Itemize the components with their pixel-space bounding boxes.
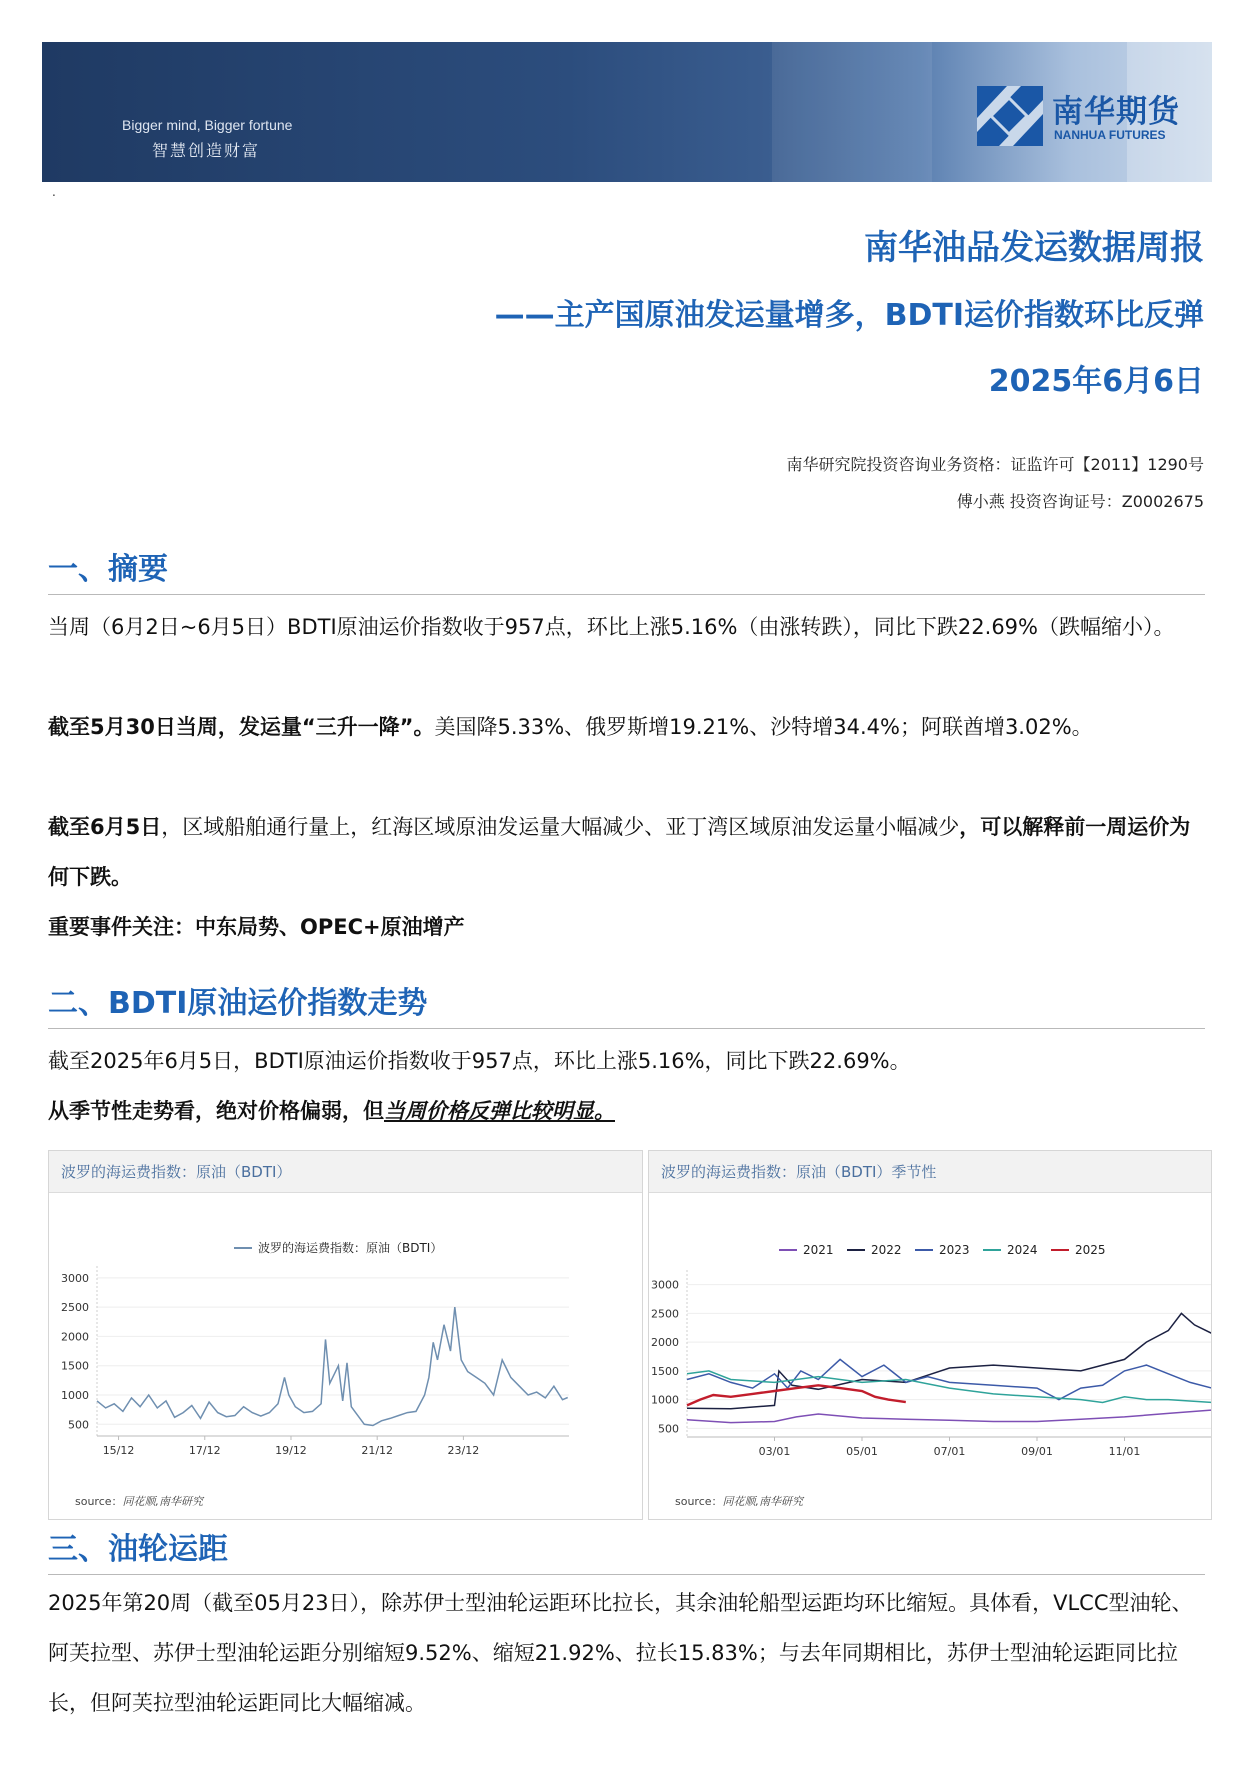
summary-paragraph-4 bbox=[48, 902, 1208, 952]
y-tick-label: 2000 bbox=[651, 1336, 679, 1350]
y-tick-label: 2000 bbox=[61, 1330, 89, 1344]
y-tick-label: 3000 bbox=[61, 1271, 89, 1285]
summary-p3-bold-end: ，可以解释前一周运价为何下跌。 bbox=[48, 815, 1191, 889]
chart-source-label: source： bbox=[75, 1495, 123, 1508]
summary-p2-text: 美国降5.33%、俄罗斯增19.21%、沙特增34.4%；阿联酋增3.02%。 bbox=[434, 715, 1093, 739]
nanhua-logo bbox=[977, 84, 1207, 154]
x-tick-label: 21/12 bbox=[361, 1444, 394, 1457]
summary-paragraph-2 bbox=[48, 702, 1208, 752]
summary-p4-bold: 重要事件关注：中东局势、OPEC+原油增产 bbox=[48, 915, 465, 939]
legend-label: 2023 bbox=[939, 1243, 970, 1257]
analyst-line: 傅小燕 投资咨询证号：Z0002675 bbox=[956, 492, 1204, 511]
bdti-paragraph-2 bbox=[48, 1086, 1208, 1136]
x-tick-label: 09/01 bbox=[1021, 1445, 1053, 1458]
dot-mark: . bbox=[52, 185, 56, 199]
summary-p3-bold: 截至6月5日 bbox=[48, 815, 162, 839]
chart-source-name: 同花顺,南华研究 bbox=[722, 1495, 804, 1508]
summary-paragraph-1: 当周（6月2日~6月5日）BDTI原油运价指数收于957点，环比上涨5.16%（由涨转跌），同比下跌22.69%（跌幅缩小）。 bbox=[48, 615, 1175, 639]
slogan-en: Bigger mind, Bigger fortune bbox=[122, 117, 293, 133]
series-line bbox=[687, 1385, 906, 1405]
chart-header: 波罗的海运费指数：原油（BDTI） bbox=[49, 1151, 642, 1193]
x-tick-label: 03/01 bbox=[758, 1445, 791, 1458]
section-divider bbox=[48, 1028, 1205, 1029]
report-date: 2025年6月6日 bbox=[988, 364, 1204, 399]
chart-bdti-plot bbox=[49, 1194, 643, 1484]
series-line bbox=[97, 1307, 568, 1425]
legend-label: 波罗的海运费指数：原油（BDTI） bbox=[258, 1241, 443, 1255]
x-tick-label: 23/12 bbox=[447, 1444, 480, 1457]
nanhua-logo-icon bbox=[977, 86, 1043, 146]
series-line bbox=[687, 1313, 1212, 1408]
bdti-p2-underline: 当周价格反弹比较明显。 bbox=[384, 1099, 615, 1123]
legend-label: 2021 bbox=[803, 1243, 834, 1257]
chart-source bbox=[675, 1493, 803, 1509]
section-heading-bdti: 二、BDTI原油运价指数走势 bbox=[48, 986, 428, 1021]
summary-p3-text: ，区域船舶通行量上，红海区域原油发运量大幅减少、亚丁湾区域原油发运量小幅减少 bbox=[161, 815, 960, 839]
report-meta bbox=[787, 446, 1204, 520]
logo-text-en: NANHUA FUTURES bbox=[1054, 128, 1166, 142]
banner-band bbox=[772, 42, 932, 182]
legend-label: 2025 bbox=[1075, 1243, 1106, 1257]
x-tick-label: 15/12 bbox=[102, 1444, 135, 1457]
summary-paragraph-3 bbox=[48, 802, 1208, 902]
x-tick-label: 11/01 bbox=[1108, 1445, 1141, 1458]
y-tick-label: 2500 bbox=[61, 1301, 89, 1315]
report-subtitle: ——主产国原油发运量增多，BDTI运价指数环比反弹 bbox=[494, 298, 1204, 333]
license-line: 南华研究院投资咨询业务资格：证监许可【2011】1290号 bbox=[786, 455, 1204, 474]
section-heading-distance: 三、油轮运距 bbox=[48, 1532, 228, 1567]
section-heading-summary: 一、摘要 bbox=[48, 552, 168, 587]
section-divider bbox=[48, 594, 1205, 595]
y-tick-label: 1500 bbox=[651, 1364, 679, 1378]
series-line bbox=[687, 1410, 1212, 1423]
series-line bbox=[687, 1359, 1212, 1399]
y-tick-label: 500 bbox=[68, 1418, 89, 1432]
section-divider bbox=[48, 1574, 1205, 1575]
legend-label: 2024 bbox=[1007, 1243, 1038, 1257]
chart-bdti bbox=[48, 1150, 643, 1520]
summary-p2-bold: 截至5月30日当周，发运量“三升一降”。 bbox=[48, 715, 435, 739]
y-tick-label: 3000 bbox=[651, 1278, 679, 1292]
y-tick-label: 1000 bbox=[651, 1393, 679, 1407]
report-title-block bbox=[495, 228, 1204, 402]
chart-bdti-seasonal bbox=[648, 1150, 1212, 1520]
logo-text-cn: 南华期货 bbox=[1052, 94, 1180, 130]
report-title: 南华油品发运数据周报 bbox=[864, 228, 1204, 268]
y-tick-label: 2500 bbox=[651, 1307, 679, 1321]
slogan-cn: 智慧创造财富 bbox=[152, 141, 261, 160]
chart-source-name: 同花顺,南华研究 bbox=[122, 1495, 204, 1508]
bdti-p2-bold: 从季节性走势看，绝对价格偏弱，但 bbox=[48, 1099, 384, 1123]
legend-label: 2022 bbox=[871, 1243, 902, 1257]
y-tick-label: 1000 bbox=[61, 1389, 89, 1402]
header-banner bbox=[42, 42, 1212, 182]
y-tick-label: 500 bbox=[658, 1422, 679, 1436]
y-tick-label: 1500 bbox=[61, 1359, 89, 1373]
x-tick-label: 07/01 bbox=[933, 1445, 966, 1458]
x-tick-label: 17/12 bbox=[188, 1444, 221, 1457]
bdti-paragraph-1: 截至2025年6月5日，BDTI原油运价指数收于957点，环比上涨5.16%，同比下跌22.69%。 bbox=[48, 1049, 911, 1073]
x-tick-label: 05/01 bbox=[846, 1445, 878, 1458]
chart-seasonal-plot bbox=[649, 1194, 1212, 1484]
chart-source-label: source： bbox=[675, 1495, 723, 1508]
x-tick-label: 19/12 bbox=[275, 1444, 307, 1457]
chart-source bbox=[75, 1493, 203, 1509]
distance-paragraph: 2025年第20周（截至05月23日），除苏伊士型油轮运距环比拉长，其余油轮船型运距均环比缩短。具体看，VLCC型油轮、阿芙拉型、苏伊士型油轮运距分别缩短9.52%、缩短21.92%、拉长15.83%；与去年同期相比，苏伊士型油轮运距同比拉长，但阿芙拉型油轮运距同比大幅缩减。 bbox=[48, 1591, 1193, 1715]
chart-header: 波罗的海运费指数：原油（BDTI）季节性 bbox=[649, 1151, 1211, 1193]
series-line bbox=[687, 1371, 1212, 1403]
